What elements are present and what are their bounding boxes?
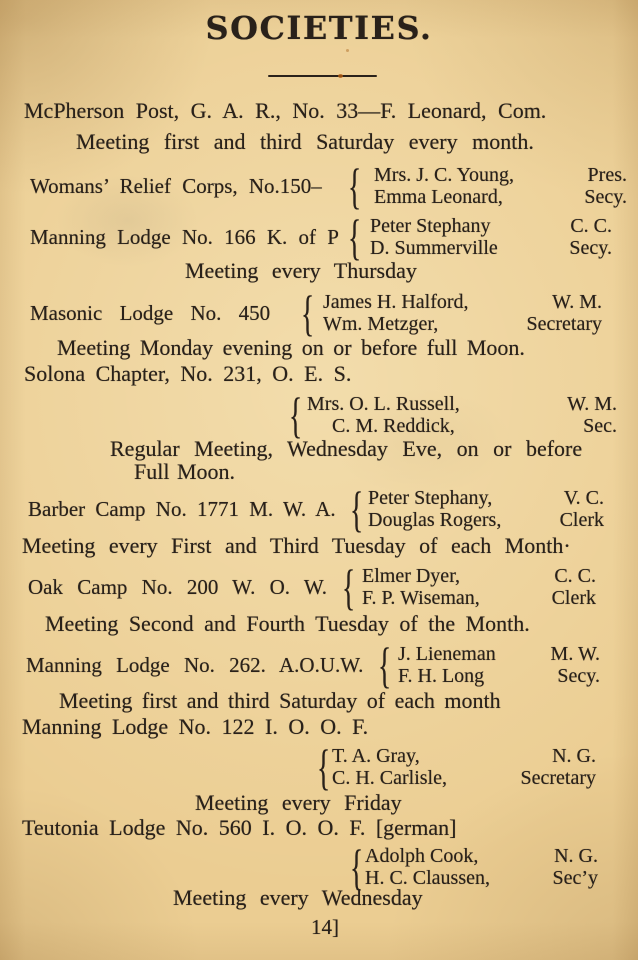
society-line-teutonia: Teutonia Lodge No. 560 I. O. O. F. [german] (22, 815, 457, 840)
officer-name: Wm. Metzger, (323, 313, 439, 335)
officer-row (332, 767, 596, 789)
officer-role: C. C. (570, 215, 612, 237)
officer-role: V. C. (563, 487, 604, 509)
meeting-line-masonic: Meeting Monday evening on or before full Moon. (57, 335, 525, 360)
society-name: Manning Lodge No. 166 K. of P (30, 225, 339, 249)
officer-name: F. P. Wiseman, (362, 587, 480, 609)
divider-rule (268, 75, 377, 77)
officers-entry-solona (0, 387, 638, 443)
brace-glyph: { (350, 839, 364, 895)
officer-name: Adolph Cook, (365, 845, 479, 867)
officer-name: H. C. Claussen, (365, 867, 490, 889)
meeting-line-manning122: Meeting every Friday (195, 790, 402, 815)
meeting-line-mcpherson: Meeting first and third Saturday every month. (76, 129, 534, 154)
meeting-line-manning262: Meeting first and third Saturday of each month (59, 688, 501, 713)
officer-role: Secretary (526, 313, 602, 335)
officer-row (323, 313, 602, 335)
officer-role: Clerk (559, 509, 604, 531)
officer-role: Clerk (551, 587, 596, 609)
officer-role: Secy. (584, 186, 627, 208)
meeting-line-solona-2: Full Moon. (134, 459, 236, 484)
brace-glyph: { (350, 481, 364, 537)
officer-row (307, 415, 617, 437)
officer-row (307, 393, 617, 415)
brace-glyph: { (289, 387, 303, 443)
brace-glyph: { (348, 158, 362, 214)
officer-row (398, 643, 600, 665)
meeting-line-oak: Meeting Second and Fourth Tuesday of the Month. (45, 611, 530, 636)
paper-speck (346, 49, 349, 52)
society-entry-manning262 (0, 637, 638, 693)
officer-row (368, 509, 604, 531)
society-line-mcpherson: McPherson Post, G. A. R., No. 33—F. Leonard, Com. (24, 98, 547, 123)
officer-role: Secretary (520, 767, 596, 789)
page-title: SOCIETIES. (205, 9, 433, 47)
society-entry-manning166 (0, 209, 638, 265)
officers-list (362, 565, 596, 609)
officer-row (374, 164, 627, 186)
society-name: Masonic Lodge No. 450 (30, 301, 271, 325)
brace-glyph: { (348, 209, 362, 265)
officer-name: Mrs. J. C. Young, (374, 164, 515, 186)
officer-name: Mrs. O. L. Russell, (307, 393, 460, 415)
officer-role: Secy. (569, 237, 612, 259)
meeting-line-teutonia: Meeting every Wednesday (173, 885, 423, 910)
officers-list (365, 845, 598, 889)
officer-name: F. H. Long (398, 665, 485, 687)
officer-role: W. M. (552, 291, 602, 313)
society-name: Womans’ Relief Corps, No.150– (30, 174, 322, 198)
brace-glyph: { (342, 559, 356, 615)
officer-name: Emma Leonard, (374, 186, 503, 208)
brace-glyph: { (317, 739, 331, 795)
officer-name: J. Lieneman (398, 643, 496, 665)
society-entry-barber (0, 481, 638, 537)
society-entry-masonic (0, 285, 638, 341)
paper-speck (338, 74, 343, 78)
officers-list (374, 164, 627, 208)
society-name: Barber Camp No. 1771 M. W. A. (28, 497, 336, 521)
officer-row (370, 215, 612, 237)
officer-name: C. M. Reddick, (307, 415, 455, 437)
officers-list (368, 487, 604, 531)
officer-name: James H. Halford, (323, 291, 469, 313)
officer-name: Peter Stephany (370, 215, 491, 237)
officer-row (398, 665, 600, 687)
officer-name: D. Summerville (370, 237, 498, 259)
officer-role: Sec. (583, 415, 617, 437)
brace-glyph: { (378, 637, 392, 693)
officer-role: N. G. (552, 745, 596, 767)
brace-glyph: { (301, 285, 315, 341)
meeting-line-manning166: Meeting every Thursday (185, 258, 417, 283)
officer-role: N. G. (554, 845, 598, 867)
officers-list (307, 393, 617, 437)
officer-role: Pres. (587, 164, 627, 186)
officer-row (323, 291, 602, 313)
society-name: Manning Lodge No. 262. A.O.U.W. (26, 653, 364, 677)
officer-role: C. C. (554, 565, 596, 587)
officer-role: Secy. (557, 665, 600, 687)
officer-name: Peter Stephany, (368, 487, 493, 509)
meeting-line-barber: Meeting every First and Third Tuesday of each Month· (22, 533, 571, 558)
officer-role: Sec’y (552, 867, 598, 889)
officer-row (362, 565, 596, 587)
society-line-solona: Solona Chapter, No. 231, O. E. S. (24, 361, 352, 386)
society-name: Oak Camp No. 200 W. O. W. (28, 575, 328, 599)
officer-role: W. M. (567, 393, 617, 415)
officer-row (374, 186, 627, 208)
society-entry-oak (0, 559, 638, 615)
officers-list (323, 291, 602, 335)
officer-name: Douglas Rogers, (368, 509, 502, 531)
society-entry-womans-relief (0, 158, 638, 214)
officer-row (370, 237, 612, 259)
officers-entry-manning122 (0, 739, 638, 795)
officers-list (332, 745, 596, 789)
meeting-line-solona-1: Regular Meeting, Wednesday Eve, on or before (110, 436, 583, 461)
page-number: 14] (311, 915, 339, 939)
officer-row (362, 587, 596, 609)
officers-list (398, 643, 600, 687)
officer-name: T. A. Gray, (332, 745, 420, 767)
officers-list (370, 215, 612, 259)
officer-row (332, 745, 596, 767)
officer-name: C. H. Carlisle, (332, 767, 447, 789)
society-line-manning122: Manning Lodge No. 122 I. O. O. F. (22, 714, 369, 739)
officer-role: M. W. (550, 643, 600, 665)
officers-entry-teutonia (0, 839, 638, 895)
officer-row (365, 845, 598, 867)
officer-name: Elmer Dyer, (362, 565, 461, 587)
officer-row (368, 487, 604, 509)
